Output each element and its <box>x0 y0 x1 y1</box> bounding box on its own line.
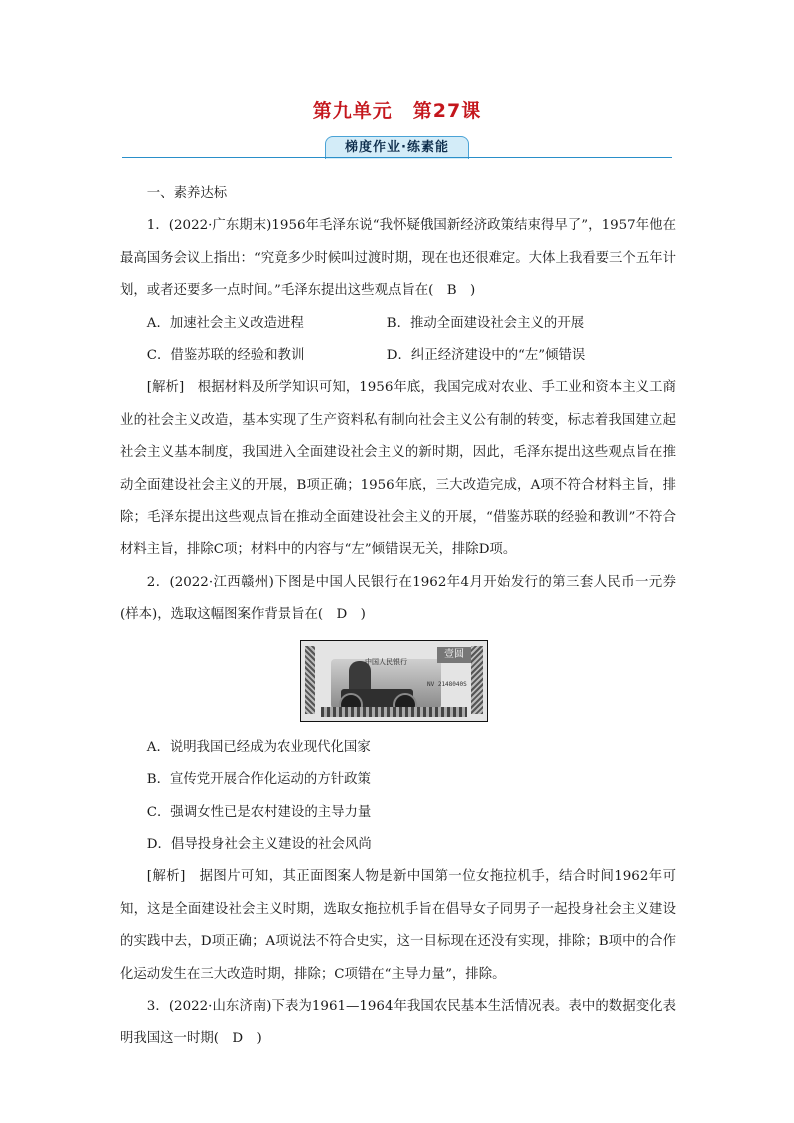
banknote-serial: NV 2148040S <box>427 680 467 688</box>
title-divider <box>122 157 672 158</box>
banknote-bottom-pattern <box>321 707 467 717</box>
banknote-right-border <box>471 646 483 714</box>
question-2-option-c: C．强调女性已是农村建设的主导力量 <box>146 804 372 820</box>
banknote-image <box>300 640 488 722</box>
question-3-stem: 3．(2022·山东济南)下表为1961—1964年我国农民基本生活情况表。表中的数据变化表明我国这一时期( D ) <box>120 998 676 1047</box>
question-1-stem: 1．(2022·广东期末)1956年毛泽东说“我怀疑俄国新经济政策结束得早了”，1957年他在最高国务会议上指出：“究竟多少时候叫过渡时期，现在也还很难定。大体上我看要三个五年计划，或者还要多一点时间。”毛泽东提出这些观点旨在( B ) <box>120 218 676 299</box>
question-1-option-a: A．加速社会主义改造进程 <box>146 315 304 331</box>
page-title: 第九单元 第27课 <box>312 100 482 122</box>
content-body <box>120 178 676 1056</box>
question-1-analysis: [解析] 根据材料及所学知识可知，1956年底，我国完成对农业、手工业和资本主义工商业的社会主义改造，基本实现了生产资料私有制向社会主义公有制的转变，标志着我国建立起社会主义基本制度，我国进入全面建设社会主义的新时期，因此，毛泽东提出这些观点旨在推动全面建设社会主义的开展，B项正确；1956年底，三大改造完成，A项不符合材料主旨，排除；毛泽东提出这些观点旨在推动全面建设社会主义的开展，“借鉴苏联的经验和教训”不符合材料主旨，排除C项；材料中的内容与“左”倾错误无关，排除D项。 <box>120 380 676 558</box>
question-2-stem: 2．(2022·江西赣州)下图是中国人民银行在1962年4月开始发行的第三套人民币一元券(样本)，选取这幅图案作背景旨在( D ) <box>120 574 676 623</box>
section-badge: 梯度作业·练素能 <box>325 136 469 159</box>
section-heading: 一、素养达标 <box>146 186 228 201</box>
question-1-options-row-2 <box>120 340 676 372</box>
question-1-option-c: C．借鉴苏联的经验和教训 <box>146 348 305 364</box>
question-2-analysis: [解析] 据图片可知，其正面图案人物是新中国第一位女拖拉机手，结合时间1962年可知，这是全面建设社会主义时期，选取女拖拉机手旨在倡导女子同男子一起投身社会主义建设的实践中去，D项正确；A项说法不符合史实，这一目标现在还没有实现，排除；B项中的合作化运动发生在三大改造时期，排除；C项错在“主导力量”，排除。 <box>120 869 676 982</box>
question-2-option-d: D．倡导投身社会主义建设的社会风尚 <box>146 836 372 852</box>
question-1-options-row-1 <box>120 308 676 340</box>
banknote-left-border <box>305 646 315 714</box>
question-2-option-a: A．说明我国已经成为农业现代化国家 <box>146 739 371 755</box>
question-1-option-d: D．纠正经济建设中的“左”倾错误 <box>386 348 586 364</box>
question-2-option-b: B．宣传党开展合作化运动的方针政策 <box>146 772 371 788</box>
question-1-option-b: B．推动全面建设社会主义的开展 <box>386 315 585 331</box>
banknote-bank-name: 中国人民银行 <box>365 657 407 666</box>
banknote-denomination: 壹圆 <box>437 647 471 663</box>
